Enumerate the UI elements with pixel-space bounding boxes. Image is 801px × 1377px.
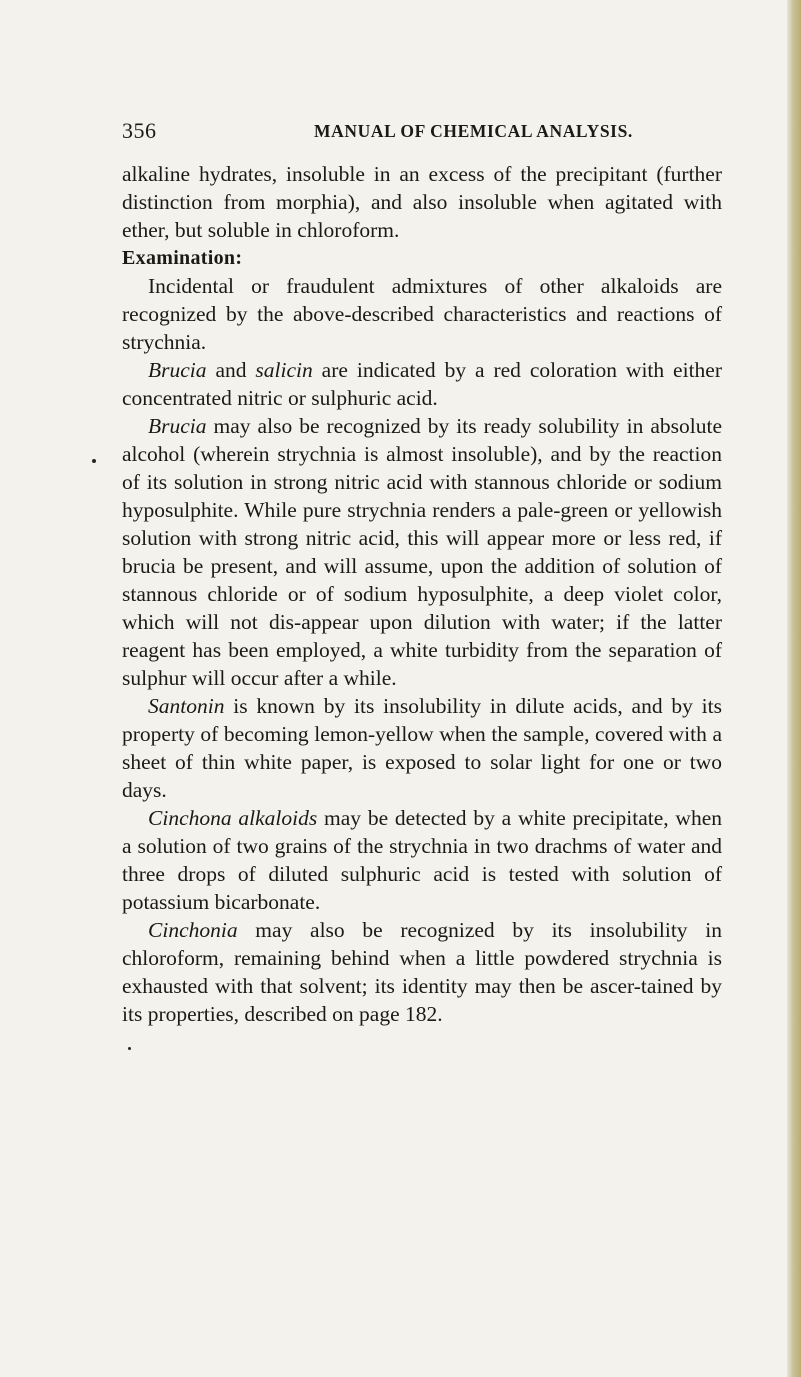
paragraph-text: is known by its insolubility in dilute acids, and by its property of becoming lemon-yellow when the sample, covered with a sheet of thin white paper, is exposed to solar light for one or two days. — [122, 694, 722, 802]
paragraph-text: Incidental or fraudulent admixtures of other alkaloids are recognized by the above-described characteristics and reactions of strychnia. — [122, 274, 722, 354]
paragraph-text: may also be recognized by its insolubility in chloroform, remaining behind when a little powdered strychnia is exhausted with that solvent; its identity may then be ascer-tained by its properties, described on page 182. — [122, 918, 722, 1026]
paragraph-text: may also be recognized by its ready solubility in absolute alcohol (wherein strychnia is almost insoluble), and by the reaction of its solution in strong nitric acid with stannous chloride or sodium hyposulphite. While pure strychnia renders a pale-green or yellowish solution with strong nitric acid, this will appear more or less red, if brucia be present, and will assume, upon the addition of solution of stannous chloride or of sodium hyposulphite, a deep violet color, which will not dis-appear upon dilution with water; if the latter reagent has been employed, a white turbidity from the separation of sulphur will occur after a while. — [122, 414, 722, 690]
ink-speck — [128, 1047, 131, 1050]
paragraph-continued — [122, 160, 722, 244]
term-brucia: Brucia — [148, 358, 207, 382]
page-edge — [787, 0, 801, 1377]
term-santonin: Santonin — [148, 694, 225, 718]
connector-text: and — [206, 358, 256, 382]
body-text — [122, 160, 722, 1028]
ink-speck — [92, 459, 96, 463]
term-cinchona-alkaloids: Cinchona alkaloids — [148, 806, 318, 830]
term-brucia: Brucia — [148, 414, 207, 438]
paragraph-santonin — [122, 692, 722, 804]
paragraph-cinchona-alkaloids — [122, 804, 722, 916]
paragraph-incidental — [122, 272, 722, 356]
term-salicin: salicin — [255, 358, 313, 382]
section-heading: Examination: — [122, 247, 243, 269]
paragraph-text: alkaline hydrates, insoluble in an excess of the precipitant (further distinction from morphia), and also insoluble when agitated with ether, but soluble in chloroform. — [122, 162, 722, 242]
paragraph-cinchonia — [122, 916, 722, 1028]
paragraph-text: may be detected by a white precipitate, when a solution of two grains of the strychnia in two drachms of water and three drops of diluted sulphuric acid is tested with solution of potassium bicarbonate. — [122, 806, 722, 914]
paragraph-text: are indicated by a red coloration with either concentrated nitric or sulphuric acid. — [122, 358, 722, 410]
term-cinchonia: Cinchonia — [148, 918, 238, 942]
paragraph-brucia — [122, 412, 722, 692]
paragraph-brucia-salicin — [122, 356, 722, 412]
page-number: 356 — [122, 118, 157, 143]
running-title: MANUAL OF CHEMICAL ANALYSIS. — [314, 121, 633, 141]
page-header — [122, 118, 722, 148]
